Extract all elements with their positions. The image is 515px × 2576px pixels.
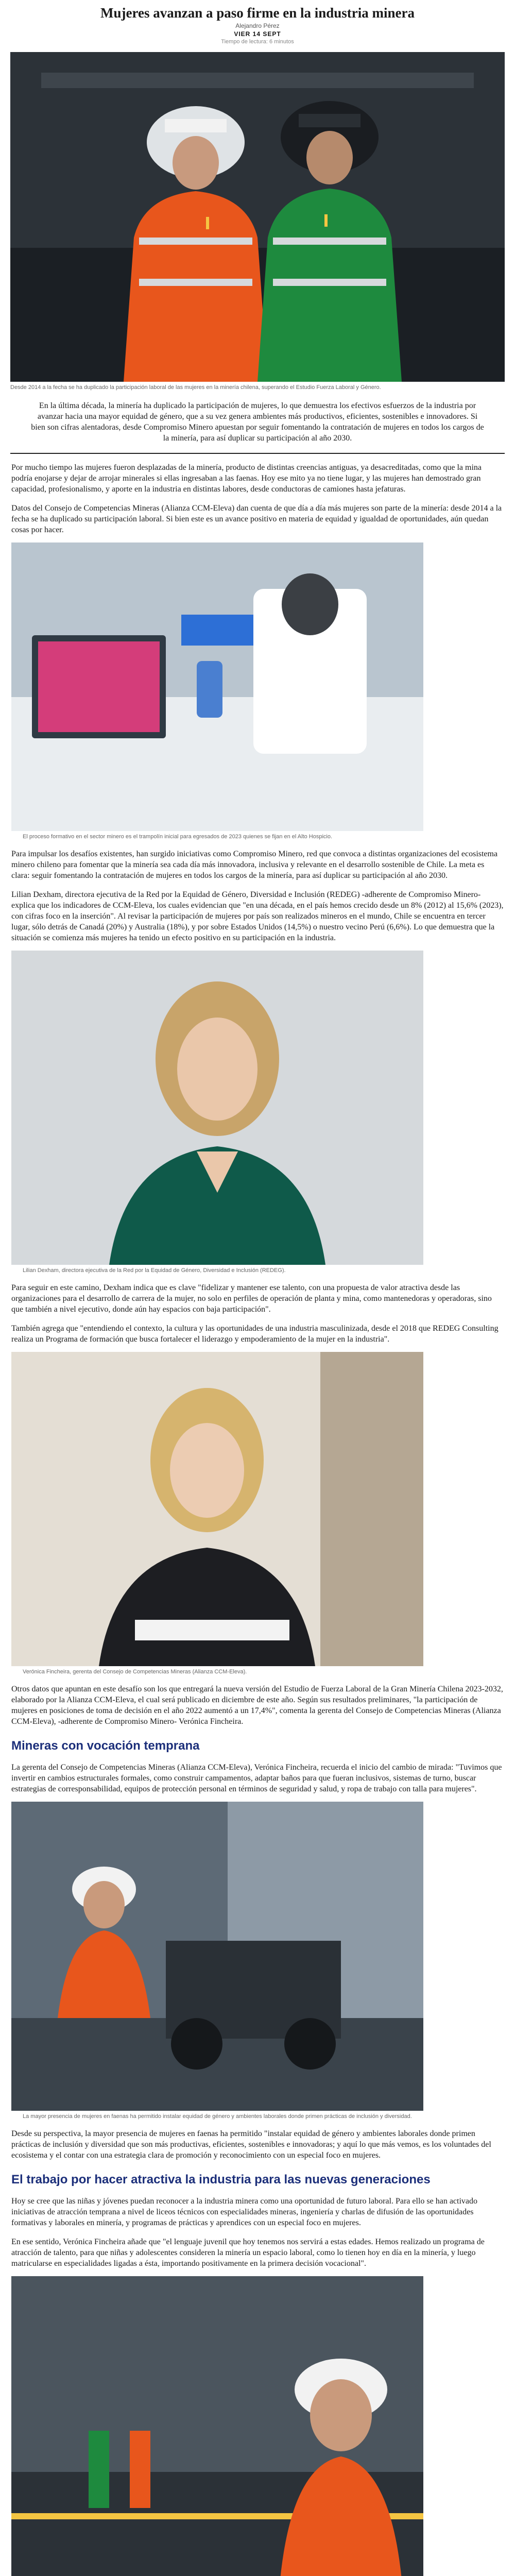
reading-time: Tiempo de lectura: 6 minutos	[221, 39, 294, 45]
paragraph-7: Otros datos que apuntan en este desafío son los que entregará la nueva versión del Estudio de Fuerza Laboral de la Gran Minería Chilena 2023-2032, elaborado por la Alianza CCM-Eleva, el cual será publicado en diciembre de este año. Según sus resultados preliminares, "la participación de mujeres en posiciones de toma de decisión en el año 2022 aumentó a un 17,4%", comenta la gerenta del Consejo de Competencias Mineras (Alianza CCM-Eleva), -adherente de Compromiso Minero- Verónica Fincheira.	[11, 1685, 503, 1726]
section-divider	[10, 453, 505, 454]
paragraph-9: Desde su perspectiva, la mayor presencia de mujeres en faenas ha permitido "instalar equidad de género y ambientes laborales donde primen prácticas de inclusión y diversidad que son más productivas, eficientes, sostenibles e innovadoras; y aquí lo que más vemos, es los voluntades del ecosistema y el contar con una estrategia clara de promoción y reconocimiento con un especial foco en mujeres.	[11, 2129, 491, 2160]
miners-illustration	[11, 1802, 423, 2111]
paragraph-2: Datos del Consejo de Competencias Mineras (Alianza CCM-Eleva) dan cuenta de que día a día más mujeres son parte de la minería: desde 2014 a la fecha se ha duplicado su participación laboral. Si bien este es un avance positivo en materia de equidad y igualdad de oportunidades, aún quedan cosas por hacer.	[11, 504, 502, 534]
paragraph-3: Para impulsar los desafíos existentes, han surgido iniciativas como Compromiso Minero, red que convoca a distintas organizaciones del ecosistema minero chileno para fomentar que la minería sea cada día más innovadora, inclusiva y relevante en el desarrollo sostenible de Chile. La meta es clara: seguir fomentando la contratación de mujeres en todos los cargos de la minería, para así duplicar su participación al año 2030.	[11, 850, 498, 880]
portrait2-illustration	[11, 1352, 423, 1666]
article-title: Mujeres avanzan a paso firme en la industria minera	[100, 5, 415, 21]
section-title-vocacion: Mineras con vocación temprana	[11, 1739, 200, 1753]
article-body	[0, 462, 515, 2576]
paragraph-6: También agrega que "entendiendo el contexto, la cultura y las oportunidades de una industria masculinizada, desde el 2018 que REDEG Consulting realiza un Programa de formación que busca fortalecer el liderazgo y empoderamiento de la mujer en la industria".	[11, 1324, 499, 1344]
paragraph-4: Lilian Dexham, directora ejecutiva de la Red por la Equidad de Género, Diversidad e Inclusión (REDEG) -adherente de Compromiso Minero- explica que los indicadores de CCM-Eleva, los cuales evidencian que "en una década, en el país hemos crecido desde un 8% (2012) al 15,6% (2023), con cifras foco en la inserción". Al revisar la participación de mujeres por país son realizados mineros en el mundo, Chile se encuentra en tercer lugar, sólo detrás de Canadá (20%) y Australia (18%), y por sobre Estados Unidos (14,5%) o nuestro vecino Perú (6,6%). Lo que demuestra que la situación se comienza más mujeres ha tenido un efecto positivo en su participación en la industria.	[11, 890, 504, 942]
miners-caption: La mayor presencia de mujeres en faenas ha permitido instalar equidad de género y ambientes laborales donde primen prácticas de inclusión y diversidad.	[23, 2113, 412, 2120]
lab-illustration	[11, 543, 423, 831]
hero-illustration	[10, 52, 505, 382]
mine-site-photo	[11, 2276, 423, 2576]
paragraph-1: Por mucho tiempo las mujeres fueron desplazadas de la minería, producto de distintas creencias antiguas, ya desacreditadas, como que la mina podría enojarse y dejar de arrojar minerales si ellas ingresaban a las faenas. Hoy ese mito ya no tiene lugar, y las mujeres han demostrado gran capacidad, profesionalismo, y aporte en la industria en distintas labores, desde conductoras de camiones hasta jefaturas.	[11, 463, 482, 494]
miners-photo	[11, 1802, 423, 2111]
mine-site-illustration	[11, 2276, 423, 2576]
lab-photo	[11, 543, 423, 831]
portrait-lilian-dexham	[11, 951, 423, 1265]
hero-image	[10, 52, 505, 382]
author-byline[interactable]: Alejandro Pérez	[235, 22, 280, 29]
lab-caption: El proceso formativo en el sector minero es el trampolín inicial para egresados de 2023 quienes se fijan en el Alto Hospicio.	[23, 834, 333, 840]
hero-caption: Desde 2014 a la fecha se ha duplicado la participación laboral de las mujeres en la minería chilena, superando el Estudio Fuerza Laboral y Género.	[10, 384, 381, 391]
portrait2-caption: Verónica Fincheira, gerenta del Consejo de Competencias Mineras (Alianza CCM-Eleva).	[23, 1669, 247, 1675]
portrait1-illustration	[11, 951, 423, 1265]
paragraph-5: Para seguir en este camino, Dexham indica que es clave "fidelizar y mantener ese talento, con una propuesta de valor atractiva desde las organizaciones para el desarrollo de carrera de la mujer, no solo en perfiles de operación de planta y mina, como mantenedoras y operadoras, sino que también a nivel ejecutivo, donde aún hay espacios con baja participación".	[11, 1283, 492, 1314]
paragraph-10: Hoy se cree que las niñas y jóvenes puedan reconocer a la industria minera como una oportunidad de futuro laboral. Para ello se han activado iniciativas de atracción temprana a nivel de liceos técnicos con especialidades mineras, ingeniería y charlas de difusión de las oportunidades formativas y laborales en minería, y programas de prácticas y aprendices con un especial foco en mujeres.	[11, 2197, 478, 2227]
publish-date: VIER 14 SEPT	[234, 30, 281, 38]
portrait1-caption: Lilian Dexham, directora ejecutiva de la Red por la Equidad de Género, Diversidad e Inclusión (REDEG).	[23, 1267, 286, 1274]
paragraph-11: En ese sentido, Verónica Fincheira añade que "el lenguaje juvenil que hoy tenemos nos servirá a estas edades. Hemos realizado un programa de atracción de talento, para que niñas y adolescentes consideren la minería un espacio laboral, como lo tienen hoy en día en la minería, y luego matricularse en especialidades ligadas a ésta, importando positivamente en la primera decisión vocacional".	[11, 2238, 485, 2268]
section-title-nuevas-generaciones: El trabajo por hacer atractiva la industria para las nuevas generaciones	[11, 2173, 431, 2187]
paragraph-8: La gerenta del Consejo de Competencias Mineras (Alianza CCM-Eleva), Verónica Fincheira, recuerda el inicio del cambio de mirada: "Tuvimos que invertir en cambios estructurales formales, como construir campamentos, adaptar baños para que fueran inclusivos, sistemas de turno, buscar estrategias de corresponsabilidad, equipos de protección personal en términos de seguridad y salud, y ropa de trabajo con talla para mujeres".	[11, 1763, 502, 1793]
portrait-veronica-fincheira	[11, 1352, 423, 1666]
article-header	[0, 0, 515, 46]
article-lead: En la última década, la minería ha duplicado la participación de mujeres, lo que demuestra los efectivos esfuerzos de la industria por avanzar hacia una mayor equidad de género, que a su vez genera ambientes más productivos, eficientes, sostenibles e innovadores. Si bien son cifras alentadoras, desde Compromiso Minero apuestan por seguir fomentando la contratación de mujeres en todos los cargos de la minería, para así duplicar su participación al año 2030.	[31, 401, 484, 443]
